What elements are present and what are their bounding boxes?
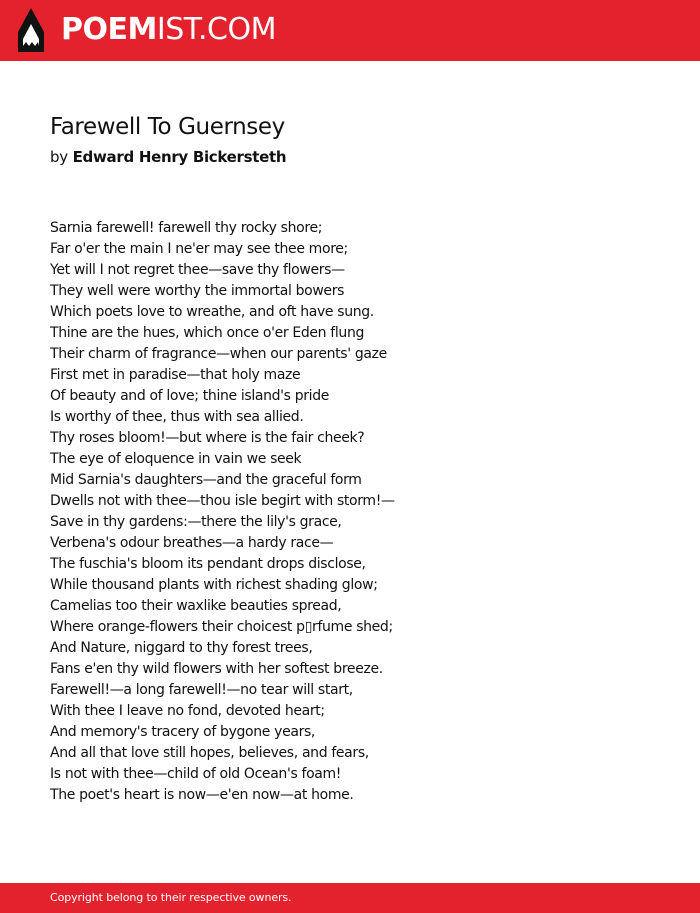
poem-line: Sarnia farewell! farewell thy rocky shore; [50, 220, 323, 236]
poem-line: Verbena's odour breathes—a hardy race— [50, 535, 334, 551]
poem-line: And Nature, niggard to thy forest trees, [50, 640, 313, 656]
poem-line: Where orange-flowers their choicest p▯rfume shed; [50, 619, 393, 635]
poem-line: And all that love still hopes, believes, and fears, [50, 745, 369, 761]
poem-line: The eye of eloquence in vain we seek [50, 451, 302, 467]
poem-line: Which poets love to wreathe, and oft have sung. [50, 304, 374, 320]
poem-line: Mid Sarnia's daughters—and the graceful form [50, 472, 362, 488]
poem-line: Thine are the hues, which once o'er Eden flung [50, 325, 365, 341]
poem-line: Camelias too their waxlike beauties spread, [50, 598, 342, 614]
poem-line: First met in paradise—that holy maze [50, 367, 301, 383]
poem-line: Is worthy of thee, thus with sea allied. [50, 409, 304, 425]
byline [50, 148, 286, 166]
poem-line: Of beauty and of love; thine island's pride [50, 388, 330, 404]
poem-line: Farewell!—a long farewell!—no tear will start, [50, 682, 353, 698]
poem-line: Dwells not with thee—thou isle begirt with storm!— [50, 493, 395, 509]
site-logo-text [61, 8, 276, 52]
site-logo-link[interactable] [18, 8, 276, 52]
poem-line: Yet will I not regret thee—save thy flowers— [50, 262, 345, 278]
poem-line: They well were worthy the immortal bowers [50, 283, 345, 299]
poem-line: Thy roses bloom!—but where is the fair cheek? [50, 430, 365, 446]
logo-text-light: IST.COM [156, 12, 276, 47]
poem-line: Save in thy gardens:—there the lily's grace, [50, 514, 342, 530]
poem-line: While thousand plants with richest shading glow; [50, 577, 378, 593]
poem-line: The fuschia's bloom its pendant drops disclose, [50, 556, 366, 572]
site-footer [0, 883, 700, 913]
pencil-tip-icon [18, 8, 44, 52]
copyright-text: Copyright belong to their respective owners. [50, 891, 292, 904]
byline-prefix: by [50, 148, 68, 166]
author-name: Edward Henry Bickersteth [72, 148, 287, 166]
poem-line: The poet's heart is now—e'en now—at home. [50, 787, 354, 803]
poem-line: Far o'er the main I ne'er may see thee more; [50, 241, 348, 257]
poem-title: Farewell To Guernsey [50, 114, 285, 140]
site-header [0, 0, 700, 61]
poem-line: Is not with thee—child of old Ocean's foam! [50, 766, 342, 782]
poem-line: Fans e'en thy wild flowers with her softest breeze. [50, 661, 383, 677]
poem-line: With thee I leave no fond, devoted heart; [50, 703, 325, 719]
logo-text-bold: POEM [61, 12, 157, 47]
poem-body [50, 218, 650, 806]
poem-line: And memory's tracery of bygone years, [50, 724, 316, 740]
poem-line: Their charm of fragrance—when our parents' gaze [50, 346, 387, 362]
